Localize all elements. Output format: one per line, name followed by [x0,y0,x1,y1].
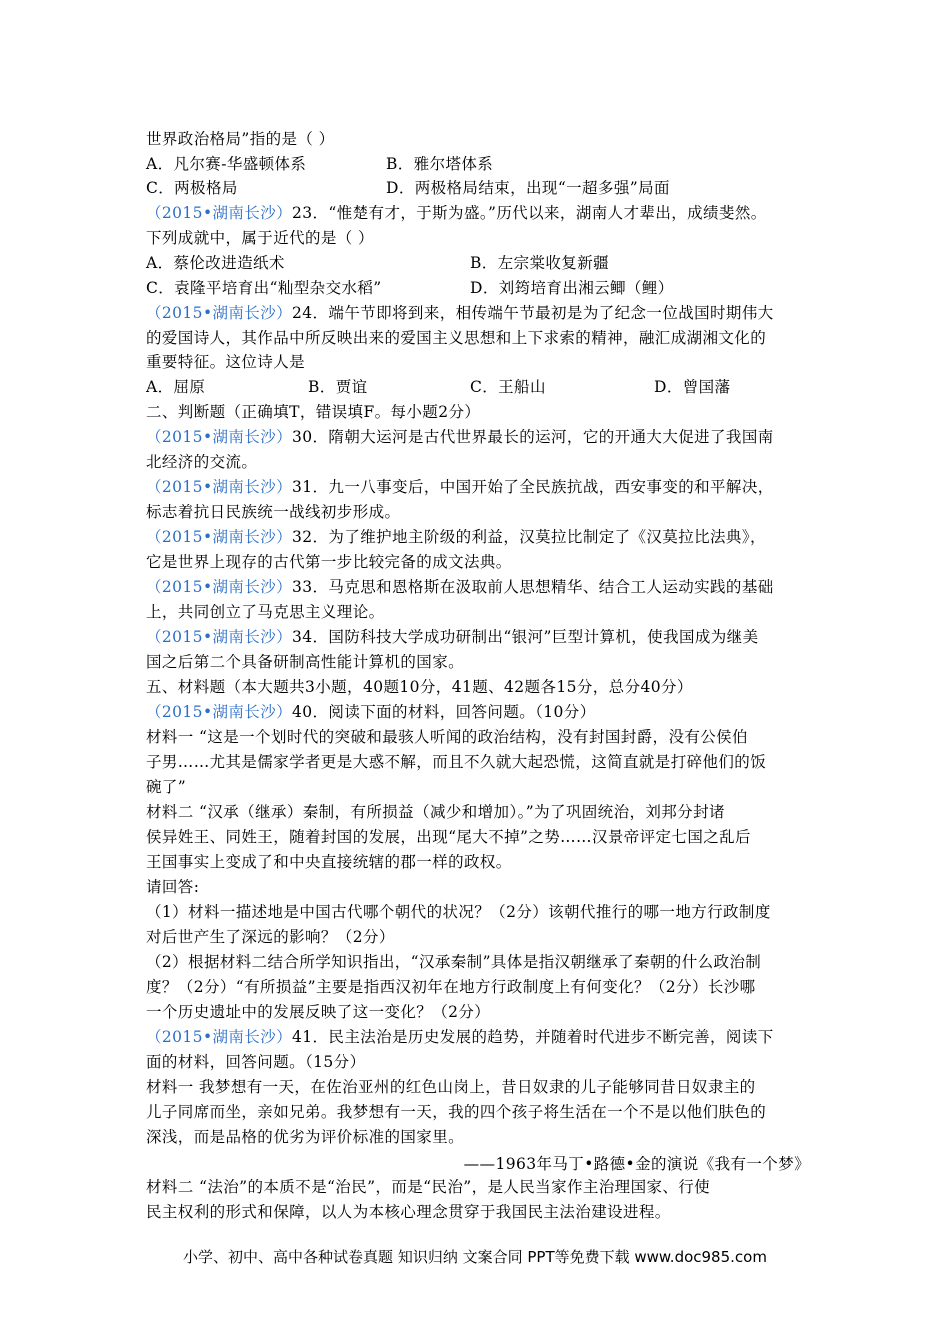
text-line: 的爱国诗人，其作品中所反映出来的爱国主义思想和上下求索的精神，融汇成湖湘文化的 [146,329,767,347]
question-line: （2015•湖南长沙）40．阅读下面的材料，回答问题。（10分） [146,703,596,721]
option-b: B．贾谊 [308,378,368,396]
option-d: D．曾国藩 [654,378,731,396]
text-line: 对后世产生了深远的影响？（2分） [146,928,395,946]
text-line: 它是世界上现存的古代第一步比较完备的成文法典。 [146,553,512,571]
option-c: C．袁隆平培育出“籼型杂交水稻” [146,279,382,297]
text-line: 度？（2分）“有所损益”主要是指西汉初年在地方行政制度上有何变化？（2分）长沙哪 [146,978,756,996]
text-line: 深浅，而是品格的优劣为评价标准的国家里。 [146,1128,465,1146]
text-line: 请回答: [146,878,200,896]
source-tag: （2015•湖南长沙） [146,204,292,222]
question-line: （2015•湖南长沙）24．端午节即将到来，相传端午节最初是为了纪念一位战国时期伟大 [146,304,774,322]
text-line: 北经济的交流。 [146,453,258,471]
question-line: （2015•湖南长沙）41．民主法治是历史发展的趋势，并随着时代进步不断完善，阅读下 [146,1028,774,1046]
text-line: 国之后第二个具备研制高性能计算机的国家。 [146,653,465,671]
text-line: 材料一 我梦想有一天，在佐治亚州的红色山岗上，昔日奴隶的儿子能够同昔日奴隶主的 [146,1078,756,1096]
text-line: 材料二 “法治”的本质不是“治民”，而是“民治”，是人民当家作主治理国家、行使 [146,1178,711,1196]
question-line: （2015•湖南长沙）31．九一八事变后，中国开始了全民族抗战，西安事变的和平解决， [146,478,774,496]
section-heading: 二、判断题（正确填T，错误填F。每小题2分） [146,403,481,421]
source-tag: （2015•湖南长沙） [146,578,292,596]
text-line: 材料二 “汉承（继承）秦制，有所损益（减少和增加）。”为了巩固统治，刘邦分封诸 [146,803,725,821]
text-line: 碗了” [146,778,187,796]
source-tag: （2015•湖南长沙） [146,528,292,546]
option-d: D．刘筠培育出湘云鲫（鲤） [470,279,674,297]
option-row [146,377,730,397]
quote-source: ——1963年马丁•路德•金的演说《我有一个梦》 [463,1155,810,1173]
source-tag: （2015•湖南长沙） [146,304,292,322]
section-heading: 五、材料题（本大题共3小题，40题10分，41题、42题各15分，总分40分） [146,678,693,696]
text-line: 王国事实上变成了和中央直接统辖的郡一样的政权。 [146,853,512,871]
text-line: 上，共同创立了马克思主义理论。 [146,603,385,621]
option-c: C．两极格局 [146,179,238,197]
option-row [146,154,493,174]
text-line: 民主权利的形式和保障，以人为本核心理念贯穿于我国民主法治建设进程。 [146,1203,671,1221]
option-row [146,278,674,298]
text-line: 下列成就中，属于近代的是（ ） [146,229,374,247]
question-line: （2015•湖南长沙）30．隋朝大运河是古代世界最长的运河，它的开通大大促进了我国南 [146,428,774,446]
option-c: C．王船山 [470,378,546,396]
source-tag: （2015•湖南长沙） [146,628,292,646]
text-line: 一个历史遗址中的发展反映了这一变化？（2分） [146,1003,491,1021]
option-a: A．凡尔赛-华盛顿体系 [146,155,307,173]
source-tag: （2015•湖南长沙） [146,703,292,721]
option-b: B．左宗棠收复新疆 [470,254,609,272]
text-line: （2）根据材料二结合所学知识指出，“汉承秦制”具体是指汉朝继承了秦朝的什么政治制 [146,953,762,971]
question-line: （2015•湖南长沙）32．为了维护地主阶级的利益，汉莫拉比制定了《汉莫拉比法典》， [146,528,766,546]
option-d: D．两极格局结束，出现“一超多强”局面 [386,179,670,197]
text-line: （1）材料一描述地是中国古代哪个朝代的状况？（2分）该朝代推行的哪一地方行政制度 [146,903,771,921]
page-footer: 小学、初中、高中各种试卷真题 知识归纳 文案合同 PPT等免费下载 www.doc985.com [183,1248,767,1266]
option-a: A．屈原 [146,378,206,396]
option-row [146,253,609,273]
source-tag: （2015•湖南长沙） [146,478,292,496]
option-row [146,178,670,198]
text-line: 儿子同席而坐，亲如兄弟。我梦想有一天，我的四个孩子将生活在一个不是以他们肤色的 [146,1103,767,1121]
source-tag: （2015•湖南长沙） [146,1028,292,1046]
text-line: 材料一 “这是一个划时代的突破和最骇人听闻的政治结构，没有封国封爵，没有公侯伯 [146,728,748,746]
text-line: 面的材料，回答问题。（15分） [146,1053,366,1071]
text-line: 重要特征。这位诗人是 [146,353,306,371]
text-line: 世界政治格局”指的是（ ） [146,130,335,148]
source-tag: （2015•湖南长沙） [146,428,292,446]
text-line: 子男……尤其是儒家学者更是大惑不解，而且不久就大起恐慌，这简直就是打碎他们的饭 [146,753,767,771]
question-line: （2015•湖南长沙）34．国防科技大学成功研制出“银河”巨型计算机，使我国成为继美 [146,628,759,646]
question-line: （2015•湖南长沙）33．马克思和恩格斯在汲取前人思想精华、结合工人运动实践的基础 [146,578,774,596]
text-line: 侯异姓王、同姓王，随着封国的发展，出现“尾大不掉”之势……汉景帝评定七国之乱后 [146,828,751,846]
question-line: （2015•湖南长沙）23．“惟楚有才，于斯为盛。”历代以来，湖南人才辈出，成绩斐然。 [146,204,767,222]
option-b: B．雅尔塔体系 [386,155,494,173]
text-line: 标志着抗日民族统一战线初步形成。 [146,503,401,521]
option-a: A．蔡伦改进造纸术 [146,254,285,272]
